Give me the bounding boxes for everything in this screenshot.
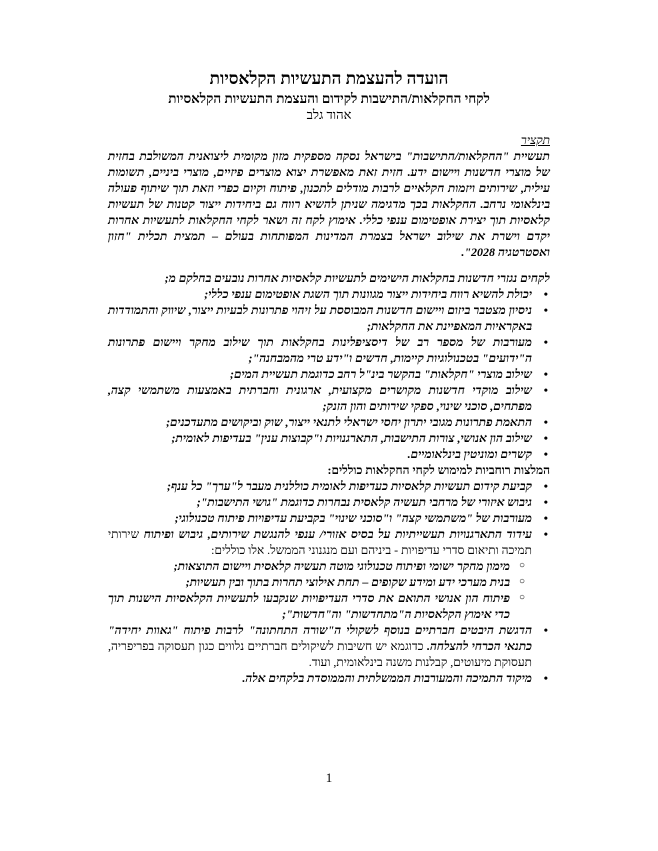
list-item: • קביעת קידום תעשיות קלאסיות כעדיפות לאומית כוללנית מעבר ל"ערך" כל ענף; bbox=[108, 478, 532, 494]
document-subtitle: לקחי החקלאות/התישבות לקידום והעצמת התעשיות הקלאסיות bbox=[168, 91, 490, 106]
sub-list-item: ○ מימון מחקר ישומי ופיתוח טכנולוגי מוטה תעשיה קלאסית ויישום התוצאות; bbox=[108, 558, 510, 574]
sub-list-item: ○ פיתוח הון אנושי התואם את סדרי העדיפויות שנקבעו לתעשיות הקלאסיות הישנות תוך כדי אימוץ הקלאסיות ה"מתחדשות" וה"חדשות"; bbox=[108, 590, 510, 622]
lessons-section bbox=[108, 270, 550, 462]
author-name: אהוד גלב bbox=[306, 107, 352, 122]
list-item: • מעורבות של "משתמשי קצה" ו"סוכני שינוי" בקביעת עדיפויות פיתוח טכנולוגי; bbox=[108, 510, 532, 526]
page-number: 1 bbox=[325, 770, 333, 785]
recommendations-section bbox=[108, 462, 550, 686]
list-item: • יכולת להשיא רווח ביחידות ייצור מגוונות תוך השגת אופטימום ענפי כללי; bbox=[108, 286, 532, 302]
list-item: • התאמת פתרונות מגובי יתרון יחסי ישראלי לתנאי ייצור, שוק וביקושים מתעדכנים; bbox=[108, 414, 532, 430]
document-title: הועדה להעצמת התעשיות הקלאסיות bbox=[209, 69, 449, 88]
list-item bbox=[108, 622, 532, 670]
summary-label: תקציר bbox=[520, 133, 550, 147]
recommendation-4-rest: שירותי תמיכה ותיאום סדרי עדיפויות - ביניהם ועם מנגנוני הממשל. אלו כוללים: bbox=[108, 527, 532, 557]
list-item: • שילוב מוצרי "חקלאות" בהקשר בינ"ל רחב כדוגמת תעשיית המים; bbox=[108, 366, 532, 382]
list-item: • שילוב מוקדי חדשנות מקושרים מקצועית, ארגונית וחברתית באמצעות משתמשי קצה, מפתחים, סוכני שינוי, ספקי שירותים והון הזנק; bbox=[108, 382, 532, 414]
recommendations-heading: המלצות רוחביות למימוש לקחי החקלאות כוללים: bbox=[327, 463, 550, 477]
recommendation-5-lead: הדגשת היבטים חברתיים בנוסף לשקולי ה"שורה התחתונה" לרבות פיתוח "גאוות יחידה" כתנאי הכרחי להצלחה. bbox=[108, 623, 533, 653]
summary-text: תעשיית "החקלאות/התישבות" בישראל נסקה מספקית מזון מקומית ליצואנית המשולבת בחזית של מוצרי חדשנות ויישום ידע. חזית זאת מאפשרת יצוא מוצרים פיזיים, מוצרי ביניים, תשומות עילית, שירותים ויזמות חקלאיים לרבות מודלים לתכנון, פיתוח וקיום כפרי וזאת תוך שיתוף פעולה בינלאומי נרחב. החקלאות בכך מדגימה שניתן להשיא רווח גם ביחידות ייצור קטנות של תעשיות קלאסיות תוך יצירת אופטימום ענפי כללי. אימוץ לקח זה ושאר לקחי החקלאות לתעשיות אחרות יקדם וישרת את שילוב ישראל בצמרת המדינות המפותחות בעולם – תמצית תכלית "חזון ואסטרטגיה 2028". bbox=[108, 149, 550, 259]
list-item bbox=[108, 526, 532, 622]
list-item: • גיבוש איזורי של מרחבי תעשיה קלאסית נבחרות כדוגמת "גושי התישבות"; bbox=[108, 494, 532, 510]
recommendation-5-rest: כדוגמא יש חשיבות לשיקולים חברתיים נלווים כגון תעסוקה בפריפריה, תעסוקת מיעוטים, קבלנות משנה בינלאומית, ועוד. bbox=[108, 639, 532, 669]
recommendations-list bbox=[108, 478, 550, 686]
sub-list bbox=[108, 558, 532, 622]
list-item: • מעורבות של מספר רב של דיסציפלינות בחקלאות תוך שילוב מחקר ויישום פתרונות ה"ידועים" בטכנולוגיות קיימות, חדשים ו"ידע טרי מהמבחנה"; bbox=[108, 334, 532, 366]
lessons-heading: לקחים נגזרי חדשנות בחקלאות הישימים לתעשיות קלאסיות אחרות נובעים בחלקם מ; bbox=[164, 271, 550, 285]
summary-section bbox=[108, 132, 550, 260]
sub-list-item: ○ בנית מערכי ידע ומידע שקופים – תחת אילוצי תחרות בתוך ובין תעשיות; bbox=[108, 574, 510, 590]
recommendation-4-lead: עידוד התארגנויות תעשייתיות על בסיס אזורי/ ענפי להנגשת שירותים, גיבוש ופיתוח bbox=[143, 527, 533, 541]
lessons-list bbox=[108, 286, 550, 462]
list-item: • שילוב הון אנושי, צורות התישבות, התארגנויות ו"קבוצות ענין" בעדיפות לאומית; bbox=[108, 430, 532, 446]
list-item: • ניסיון מצטבר ביזום ויישום חדשנות המבוססת על זיהוי פתרונות לבעיות ייצור, שיווק והתמודדות באקראיות המאפיינת את החקלאות; bbox=[108, 302, 532, 334]
list-item: • קשרים ומוניטין בינלאומיים. bbox=[108, 446, 532, 462]
list-item: • מיקוד התמיכה והמעורבות הממשלתית והממוסדת בלקחים אלה. bbox=[108, 670, 532, 686]
